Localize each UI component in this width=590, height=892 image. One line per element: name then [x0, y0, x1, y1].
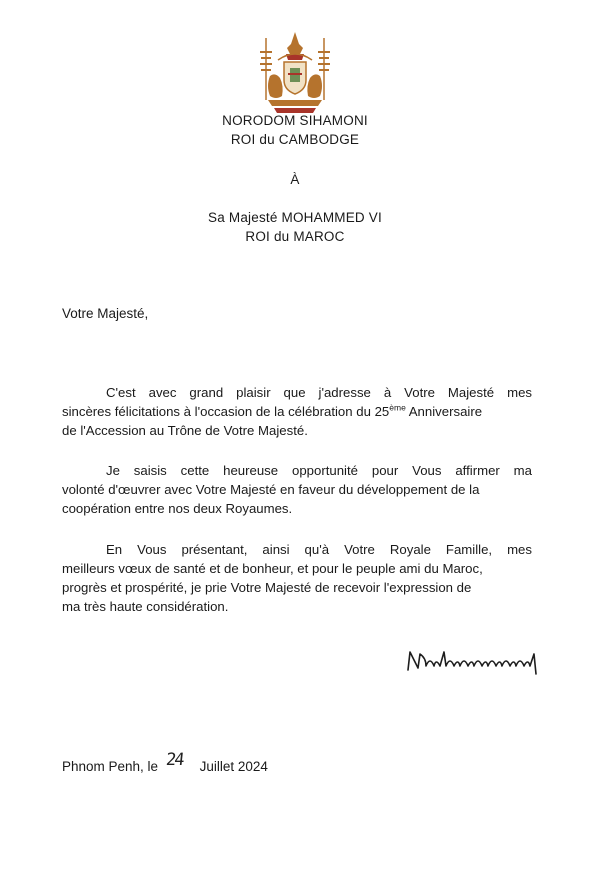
- dateline-day: 24: [164, 750, 184, 770]
- para2-line3: coopération entre nos deux Royaumes.: [62, 501, 293, 516]
- para1-superscript: ème: [389, 402, 406, 413]
- recipient-name: Sa Majesté MOHAMMED VI: [208, 210, 382, 225]
- handwritten-day: [162, 750, 196, 774]
- dateline-month-year: Juillet 2024: [199, 759, 268, 774]
- para3-line4: ma très haute considération.: [62, 599, 229, 614]
- para3-line2: meilleurs vœux de santé et de bonheur, et pour le peuple ami du Maroc,: [62, 561, 483, 576]
- signature: [404, 644, 544, 676]
- para3-line1: En Vous présentant, ainsi qu'à Votre Royale Famille, mes: [106, 542, 532, 557]
- paragraph-cooperation: [62, 461, 532, 518]
- sender-title: ROI du CAMBODGE: [230, 132, 360, 147]
- para2-line2: volonté d'œuvrer avec Votre Majesté en faveur du développement de la: [62, 482, 480, 497]
- para3-line3: progrès et prospérité, je prie Votre Majesté de recevoir l'expression de: [62, 580, 472, 595]
- para2-line1: Je saisis cette heureuse opportunité pour Vous affirmer ma: [106, 463, 532, 478]
- salutation: Votre Majesté,: [62, 306, 149, 321]
- para1-line1: C'est avec grand plaisir que j'adresse à Votre Majesté mes: [106, 385, 532, 400]
- recipient-title: ROI du MAROC: [245, 229, 345, 244]
- sender-name: NORODOM SIHAMONI: [222, 113, 368, 128]
- to-marker: À: [290, 172, 300, 187]
- para1-line2a: sincères félicitations à l'occasion de la célébration du 25: [62, 404, 390, 419]
- dateline: [62, 750, 268, 774]
- dateline-place: Phnom Penh, le: [62, 759, 159, 774]
- para1-line2b: Anniversaire: [405, 404, 483, 419]
- royal-crest-icon: [256, 28, 334, 116]
- paragraph-wishes: [62, 540, 532, 616]
- paragraph-congratulations: [62, 383, 532, 440]
- para1-line3: de l'Accession au Trône de Votre Majesté.: [62, 423, 308, 438]
